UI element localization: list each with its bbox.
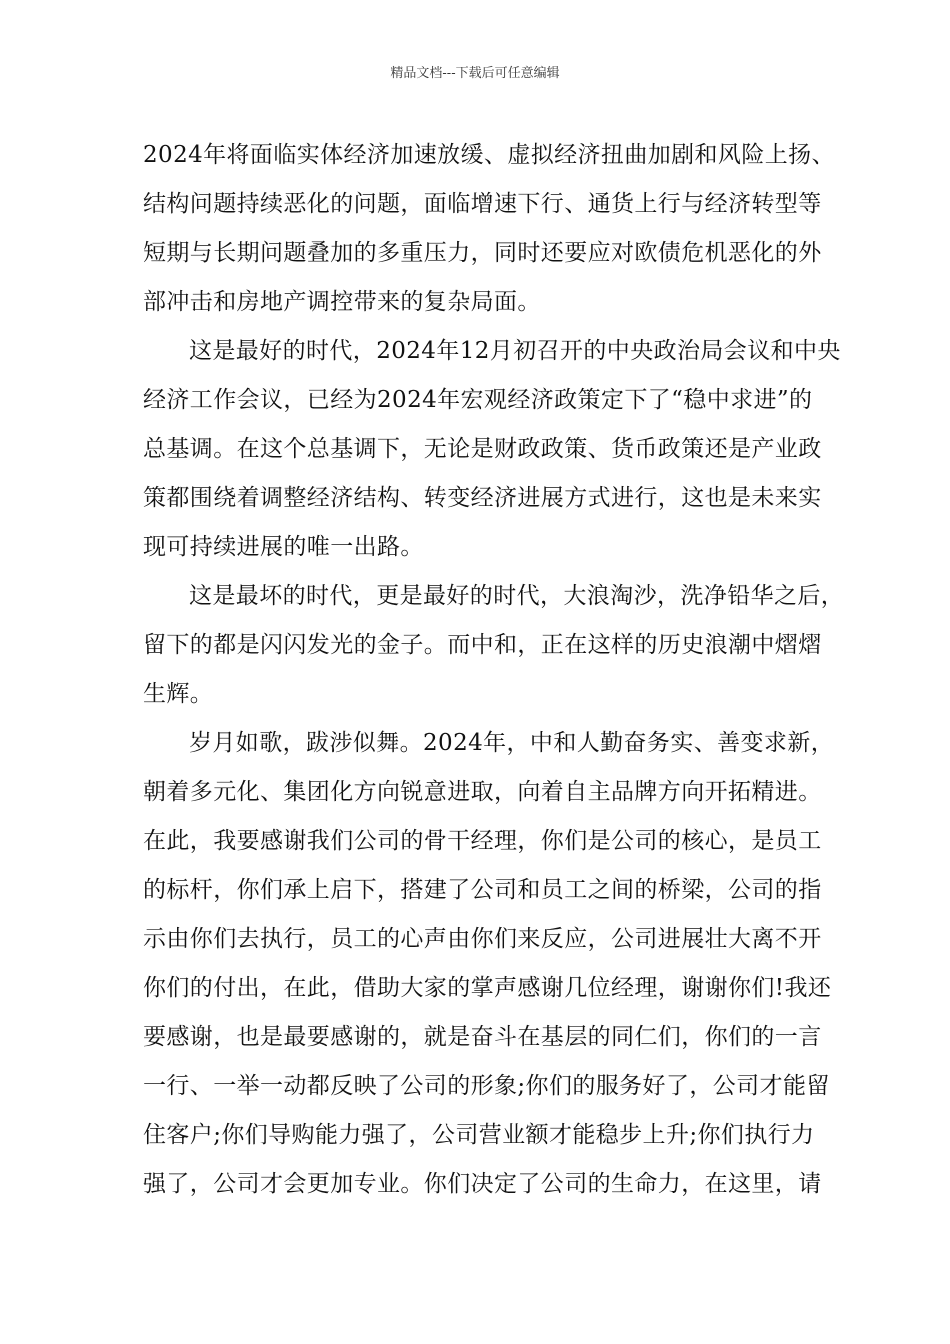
text-line: 部冲击和房地产调控带来的复杂局面。	[143, 289, 541, 315]
text-line: 示由你们去执行，员工的心声由你们来反应，公司进展壮大离不开	[143, 926, 822, 952]
document-body	[143, 131, 845, 1209]
paragraph-3	[143, 572, 845, 719]
paragraph-4	[143, 719, 835, 1209]
text-line: 短期与长期问题叠加的多重压力，同时还要应对欧债危机恶化的外	[143, 240, 822, 266]
text-line: 策都围绕着调整经济结构、转变经济进展方式进行，这也是未来实	[143, 485, 822, 511]
text-line: 这是最坏的时代，更是最好的时代，大浪淘沙，洗净铅华之后，	[189, 583, 845, 609]
text-line: 生辉。	[143, 681, 214, 707]
paragraph-1	[143, 131, 835, 327]
text-line: 这是最好的时代，2024年12月初召开的中央政治局会议和中央	[189, 338, 841, 364]
text-line: 经济工作会议，已经为2024年宏观经济政策定下了“稳中求进”的	[143, 387, 813, 413]
text-line: 结构问题持续恶化的问题，面临增速下行、通货上行与经济转型等	[143, 191, 822, 217]
text-line: 强了，公司才会更加专业。你们决定了公司的生命力，在这里，请	[143, 1171, 822, 1197]
text-line: 在此，我要感谢我们公司的骨干经理，你们是公司的核心，是员工	[143, 828, 822, 854]
text-line: 一行、一举一动都反映了公司的形象;你们的服务好了，公司才能留	[143, 1073, 830, 1099]
text-line: 的标杆，你们承上启下，搭建了公司和员工之间的桥梁，公司的指	[143, 877, 822, 903]
text-line: 住客户;你们导购能力强了，公司营业额才能稳步上升;你们执行力	[143, 1122, 815, 1148]
text-line: 岁月如歌，跋涉似舞。2024年，中和人勤奋务实、善变求新，	[189, 730, 835, 756]
paragraph-2	[143, 327, 841, 572]
text-line: 要感谢，也是最要感谢的，就是奋斗在基层的同仁们，你们的一言	[143, 1024, 822, 1050]
text-line: 总基调。在这个总基调下，无论是财政政策、货币政策还是产业政	[143, 436, 822, 462]
page-header: 精品文档---下载后可任意编辑	[390, 66, 560, 81]
text-line: 2024年将面临实体经济加速放缓、虚拟经济扭曲加剧和风险上扬、	[143, 142, 835, 168]
text-line: 留下的都是闪闪发光的金子。而中和，正在这样的历史浪潮中熠熠	[143, 632, 822, 658]
text-line: 朝着多元化、集团化方向锐意进取，向着自主品牌方向开拓精进。	[143, 779, 822, 805]
text-line: 你们的付出，在此，借助大家的掌声感谢几位经理，谢谢你们!我还	[143, 975, 832, 1001]
text-line: 现可持续进展的唯一出路。	[143, 534, 424, 560]
